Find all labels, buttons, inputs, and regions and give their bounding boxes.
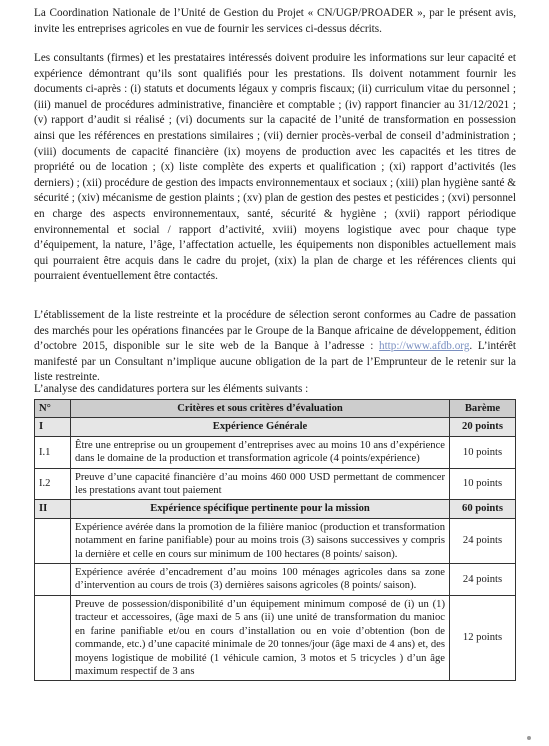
header-criteria: Critères et sous critères d’évaluation [71, 400, 450, 418]
procedure-paragraph [34, 308, 516, 386]
row-criterion: Être une entreprise ou un groupement d’entreprises avec au moins 10 ans d’expérience dans le domaine de la production et transformation agricole (4 points/expérience) [71, 436, 450, 468]
table-header-row [35, 400, 516, 418]
group-row-specific-experience [35, 500, 516, 518]
row-number: I.2 [35, 468, 71, 500]
row-number [35, 518, 71, 563]
header-number: N° [35, 400, 71, 418]
row-criterion: Preuve de possession/disponibilité d’un équipement minimum composé de (i) un (1) tracteur et accessoires, (âge maxi de 5 ans (ii) une unité de transformation du manioc en farine panifiable et/ou en cours d’installation ou en voie d’obtention (bon de commande, etc.) d’une capacité minimale de 20 tonnes/jour (âge maxi de 4 ans) et, des moyens logistique de mobilité (1 véhicule camion, 3 motos et 5 tricycles ) d’un âge maximum respectif de 3 ans [71, 595, 450, 680]
procedure-text-after: . L’intérêt manifesté par un Consultant n’implique aucune obligation de la part de l’Emprunteur de le retenir sur la liste restreinte. [34, 340, 516, 384]
group-number: II [35, 500, 71, 518]
row-criterion: Expérience avérée d’encadrement d’au moins 100 ménages agricoles dans sa zone d’intervention au cours de trois (3) dernières saisons agricoles (8 points/ saison). [71, 564, 450, 596]
procedure-text-before: L’établissement de la liste restreinte et la procédure de sélection seront conformes au Cadre de passation des marchés pour les opérations financées par le Groupe de la Banque africaine de développement, édition d’octobre 2015, disponible sur le site web de la Banque à l’adresse : [34, 309, 516, 353]
evaluation-criteria-table [34, 399, 516, 681]
row-points: 24 points [450, 518, 516, 563]
row-points: 10 points [450, 436, 516, 468]
header-scale: Barème [450, 400, 516, 418]
group-points: 60 points [450, 500, 516, 518]
table-row [35, 564, 516, 596]
table-row [35, 518, 516, 563]
row-criterion: Expérience avérée dans la promotion de la filière manioc (production et transformation notamment en farine panifiable) pour au moins trois (3) saisons successives y compris la dernière et celle en cours sur minimum de 100 hectares (8 points/ saison). [71, 518, 450, 563]
table-row [35, 595, 516, 680]
row-number [35, 564, 71, 596]
group-row-general-experience [35, 418, 516, 436]
group-title: Expérience spécifique pertinente pour la mission [71, 500, 450, 518]
table-row [35, 468, 516, 500]
row-points: 12 points [450, 595, 516, 680]
analysis-intro: L’analyse des candidatures portera sur les éléments suivants : [34, 383, 309, 395]
requirements-paragraph: Les consultants (firmes) et les prestataires intéressés doivent produire les informations sur leur capacité et expérience démontrant qu’ils sont qualifiés pour les prestations. Ils doivent notamment fournir les documents ci-après : (i) statuts et documents légaux y compris fiscaux; (ii) curriculum vitae du personnel ; (iii) manuel de procédures administrative, financière et comptable ; (iv) rapport financier au 31/12/2021 ; (v) rapport d’audit si réalisé ; (vi) documents sur la capacité de l’unité de transformation en possession ainsi que les références en prestations similaires ; (vii) dernier procès-verbal de conseil d’administration ; (viii) documents de capacité financière (ix) moyens de production avec les capacités et les titres de propriété ou de location ; (x) liste complète des experts et qualification ; (xi) rapport d’activités (les derniers) ; (xii) procédure de gestion des impacts environnementaux et sociaux ; (xiii) plan hygiène santé & sécurité ; (xiv) mécanisme de gestion plaints ; (xv) plan de gestion des pestes et pesticides ; (xvi) personnel en charge des aspects environnementaux, santé, sécurité & hygiène ; (xvii) rapport périodique environnemental et social / rapport d’activité, xviii) moyens logistique avec pour chaque type d’équipement, la nature, l’âge, l’affectation actuelle, les équipements non disponibles actuellement mais qui pourraient être acquis dans le cadre du projet, (xix) la plan de charge et les références clients qui pourraient éventuellement être contactés. [34, 52, 516, 283]
intro-paragraph: La Coordination Nationale de l’Unité de Gestion du Projet « CN/UGP/PROADER », par le présent avis, invite les entreprises agricoles en vue de fournir les services ci-dessus décrits. [34, 7, 516, 35]
row-number [35, 595, 71, 680]
row-criterion: Preuve d’une capacité financière d’au moins 460 000 USD permettant de commencer les prestations avant tout paiement [71, 468, 450, 500]
afdb-link[interactable]: http://www.afdb.org [378, 340, 470, 353]
table-row [35, 436, 516, 468]
group-number: I [35, 418, 71, 436]
row-points: 10 points [450, 468, 516, 500]
row-number: I.1 [35, 436, 71, 468]
row-points: 24 points [450, 564, 516, 596]
group-title: Expérience Générale [71, 418, 450, 436]
scan-speck [527, 736, 531, 740]
group-points: 20 points [450, 418, 516, 436]
